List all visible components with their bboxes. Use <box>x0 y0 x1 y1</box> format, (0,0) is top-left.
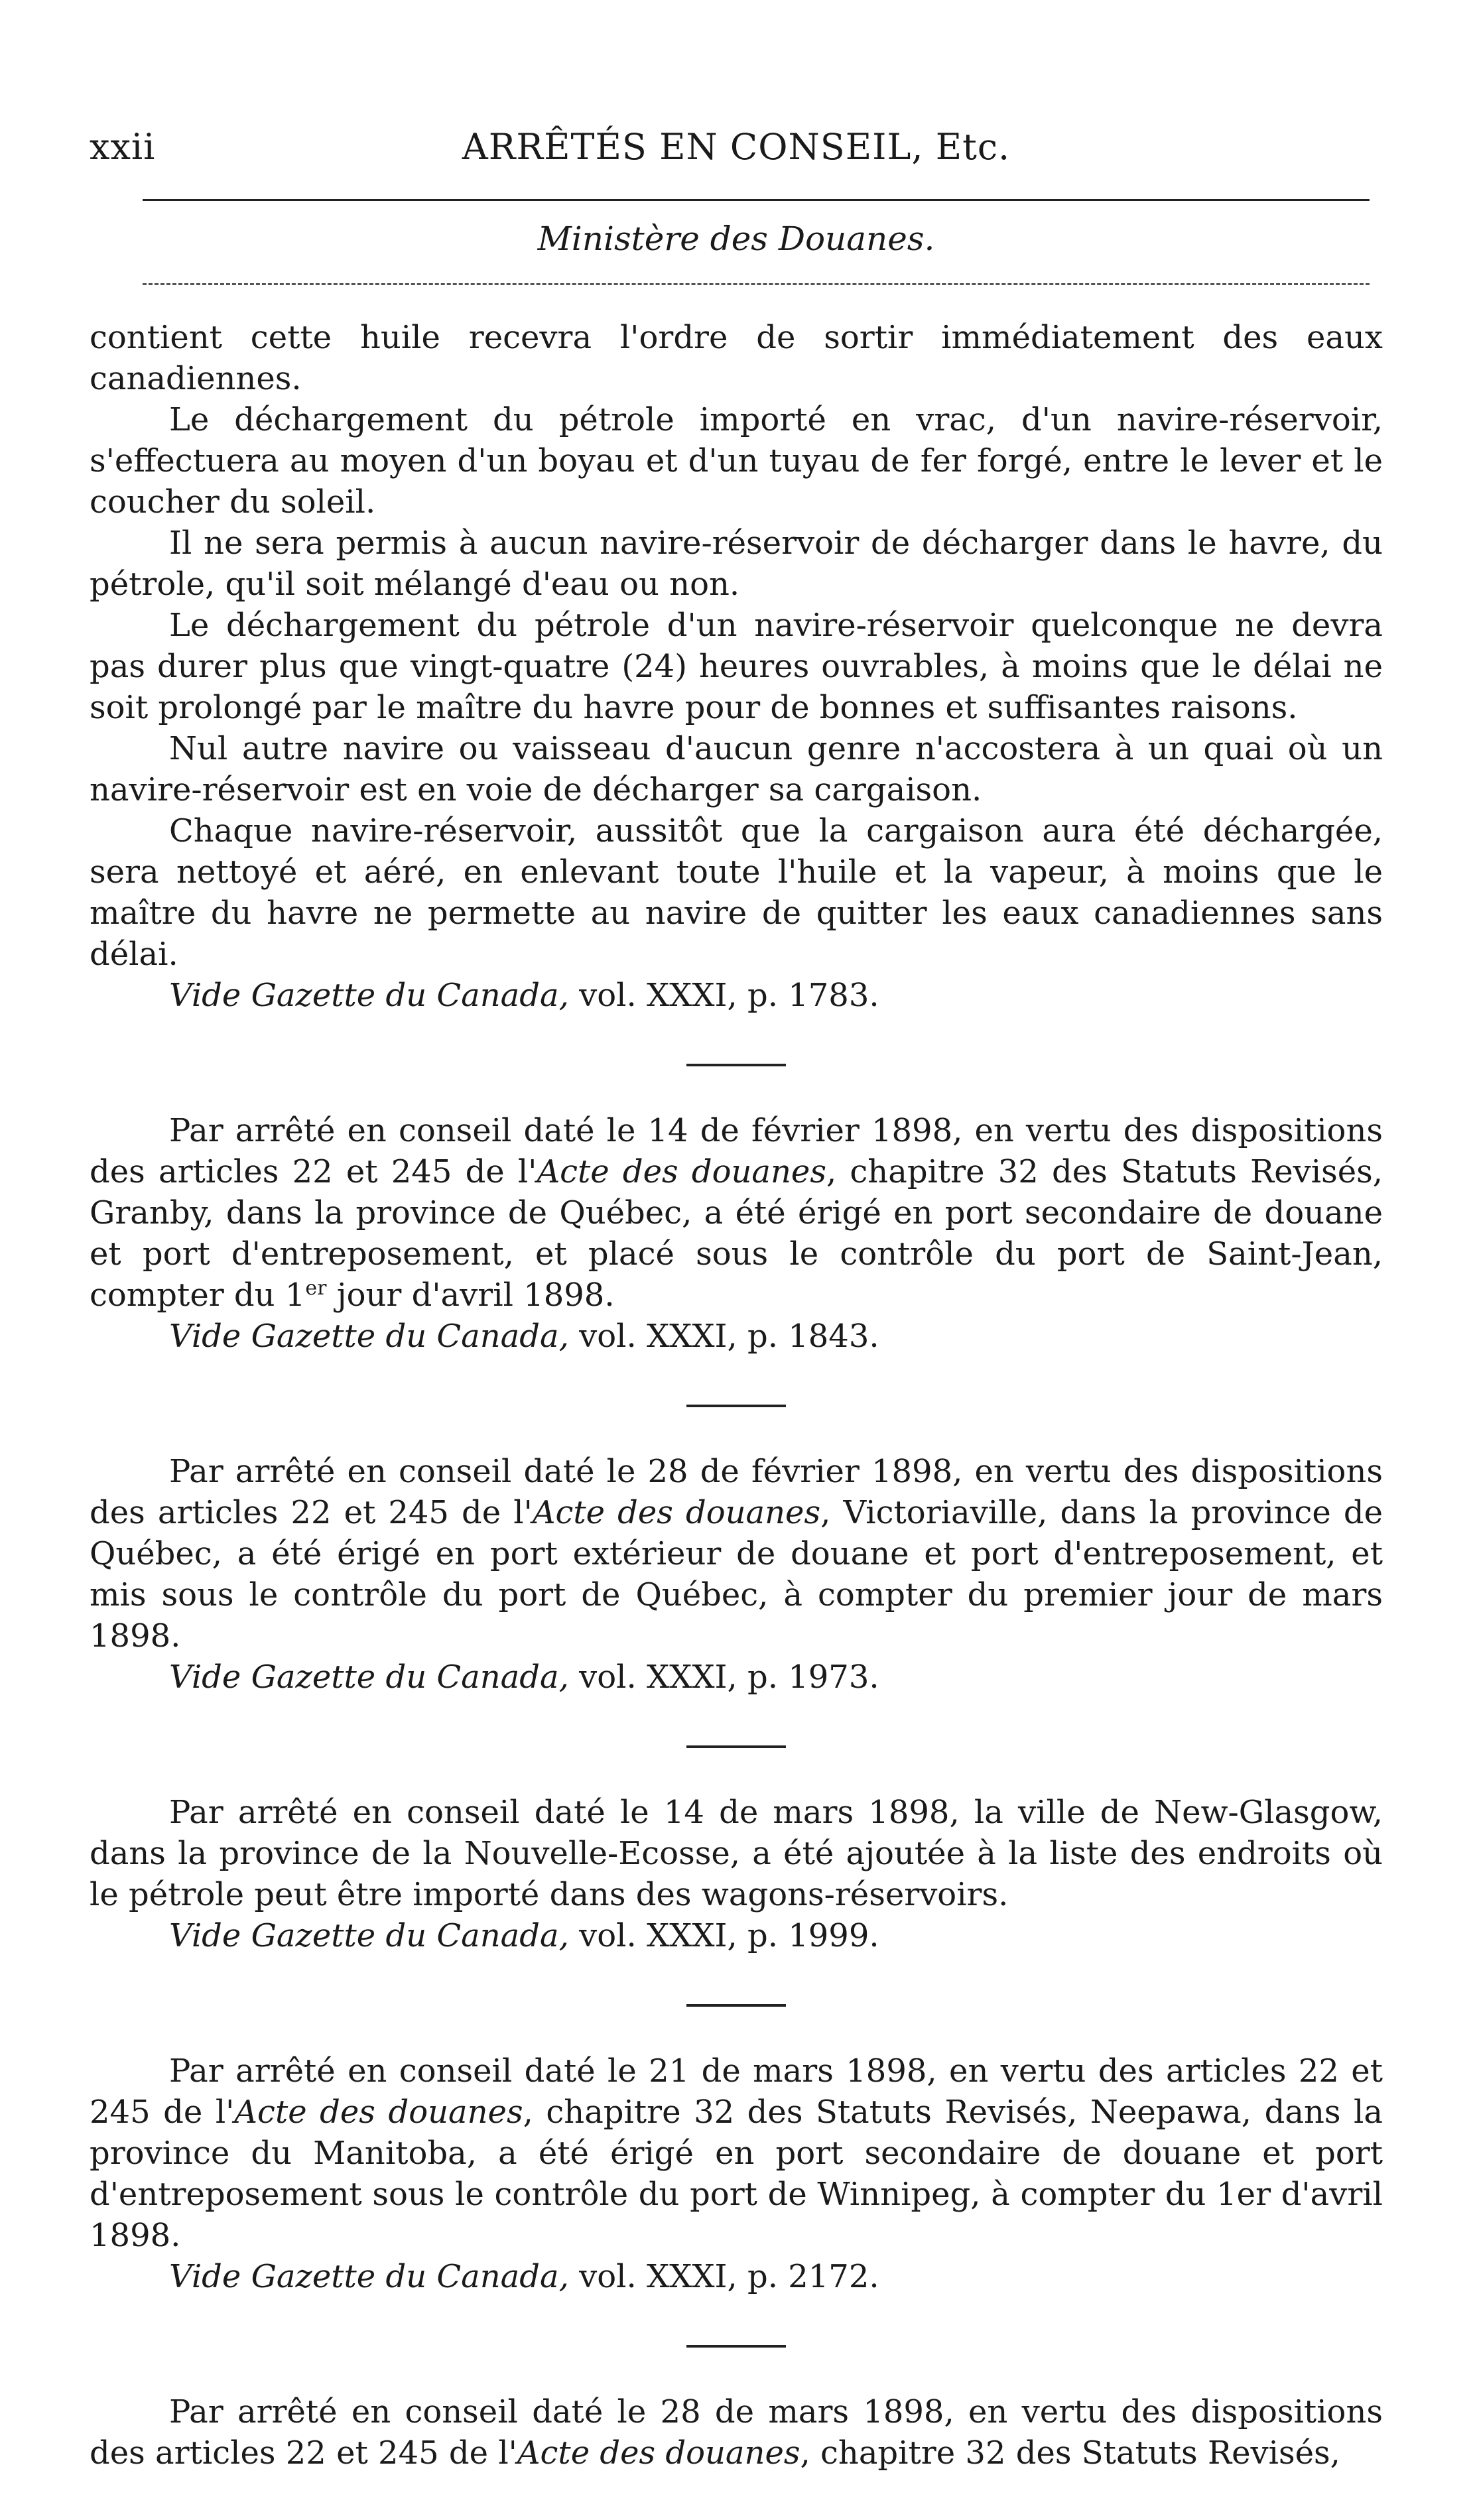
gazette-volume: vol. XXXI, p. 1843. <box>568 1318 879 1355</box>
gazette-title: Vide Gazette du Canada, <box>169 1659 569 1696</box>
act-title: Acte des douanes <box>537 1153 826 1190</box>
paragraph: Le déchargement du pétrole d'un navire-réservoir quelconque ne devra pas durer plus que vingt-quatre (24) heures ouvrables, à moins que le délai ne soit prolongé par le maître du havre pour de bonnes et suffisantes raisons. <box>90 607 1383 726</box>
act-title: Acte des douanes <box>517 2434 801 2472</box>
text-run: jour d'avril 1898. <box>326 1277 615 1314</box>
header-rule <box>143 199 1370 201</box>
gazette-title: Vide Gazette du Canada, <box>169 977 569 1014</box>
gazette-reference <box>90 975 1383 1016</box>
body-text <box>90 317 1383 2474</box>
paragraph: Nul autre navire ou vaisseau d'aucun genre n'accostera à un quai où un navire-réservoir est en voie de décharger sa cargaison. <box>90 730 1383 808</box>
gazette-title: Vide Gazette du Canada, <box>169 2258 569 2295</box>
order-paragraph: Par arrêté en conseil daté le 14 de mars 1898, la ville de New-Glasgow, dans la province de la Nouvelle-Ecosse, a été ajoutée à la liste des endroits où le pétrole peut être importé dans des wagons-réservoirs. <box>90 1794 1383 1913</box>
page-header <box>90 119 1383 179</box>
gazette-title: Vide Gazette du Canada, <box>169 1917 569 1954</box>
text-run: , Victoriaville, dans la province de Québec, a été érigé en port extérieur de douane et port d'entreposement, et mis sous le contrôle du port de Québec, à compter du premier jour de mars 1898. <box>90 1494 1383 1655</box>
superscript: er <box>305 1277 327 1300</box>
gazette-volume: vol. XXXI, p. 2172. <box>568 2258 879 2295</box>
paragraph: Chaque navire-réservoir, aussitôt que la cargaison aura été déchargée, sera nettoyé et aéré, en enlevant toute l'huile et la vapeur, à moins que le maître du havre ne permette au navire de quitter les eaux canadiennes sans délai. <box>90 812 1383 973</box>
order-paragraph <box>90 2391 1383 2474</box>
paragraph: Le déchargement du pétrole importé en vrac, d'un navire-réservoir, s'effectuera au moyen d'un boyau et d'un tuyau de fer forgé, entre le lever et le coucher du soleil. <box>90 401 1383 521</box>
order-paragraph <box>90 2050 1383 2256</box>
text-run: , chapitre 32 des Statuts Revisés, Granby, dans la province de Québec, a été érigé en port secondaire de douane et port d'entreposement, et placé sous le contrôle du port de Saint-Jean, compter du 1 <box>90 1153 1383 1314</box>
text-run: , chapitre 32 des Statuts Revisés, <box>800 2434 1340 2472</box>
order-paragraph <box>90 1451 1383 1657</box>
paragraph: Il ne sera permis à aucun navire-réservoir de décharger dans le havre, du pétrole, qu'il soit mélangé d'eau ou non. <box>90 525 1383 603</box>
separator-rule <box>686 1745 786 1748</box>
gazette-volume: vol. XXXI, p. 1973. <box>568 1659 879 1696</box>
section-rule <box>143 283 1370 285</box>
act-title: Acte des douanes <box>532 1494 821 1531</box>
running-title: ARRÊTÉS EN CONSEIL, Etc. <box>462 126 1011 168</box>
section-title: Ministère des Douanes. <box>537 220 935 258</box>
gazette-reference <box>90 1657 1383 1698</box>
paragraph: contient cette huile recevra l'ordre de sortir immédiatement des eaux canadiennes. <box>90 319 1383 397</box>
separator-rule <box>686 1064 786 1066</box>
text-run: Par arrêté en conseil daté le 28 de février 1898, en vertu des dispositions des articles 22 et 245 de l' <box>90 1453 1383 1531</box>
text-run: , chapitre 32 des Statuts Revisés, Neepawa, dans la province du Manitoba, a été érigé en port secondaire de douane et port d'entreposement sous le contrôle du port de Winnipeg, à compter du 1er d'avril 1898. <box>90 2094 1383 2254</box>
separator-rule <box>686 2004 786 2007</box>
gazette-reference <box>90 2256 1383 2297</box>
gazette-reference <box>90 1316 1383 1357</box>
act-title: Acte des douanes <box>234 2094 523 2131</box>
gazette-volume: vol. XXXI, p. 1783. <box>568 977 879 1014</box>
text-run: Par arrêté en conseil daté le 14 de février 1898, en vertu des dispositions des articles 22 et 245 de l' <box>90 1112 1383 1190</box>
separator-rule <box>686 2345 786 2348</box>
document-page <box>90 119 1383 2474</box>
separator-rule <box>686 1405 786 1407</box>
gazette-title: Vide Gazette du Canada, <box>169 1318 569 1355</box>
gazette-volume: vol. XXXI, p. 1999. <box>568 1917 879 1954</box>
gazette-reference <box>90 1915 1383 1956</box>
text-run: Par arrêté en conseil daté le 21 de mars 1898, en vertu des articles 22 et 245 de l' <box>90 2052 1383 2131</box>
page-number: xxii <box>90 126 156 168</box>
order-paragraph <box>90 1110 1383 1316</box>
text-run: Par arrêté en conseil daté le 28 de mars 1898, en vertu des dispositions des articles 22 et 245 de l' <box>90 2393 1383 2472</box>
